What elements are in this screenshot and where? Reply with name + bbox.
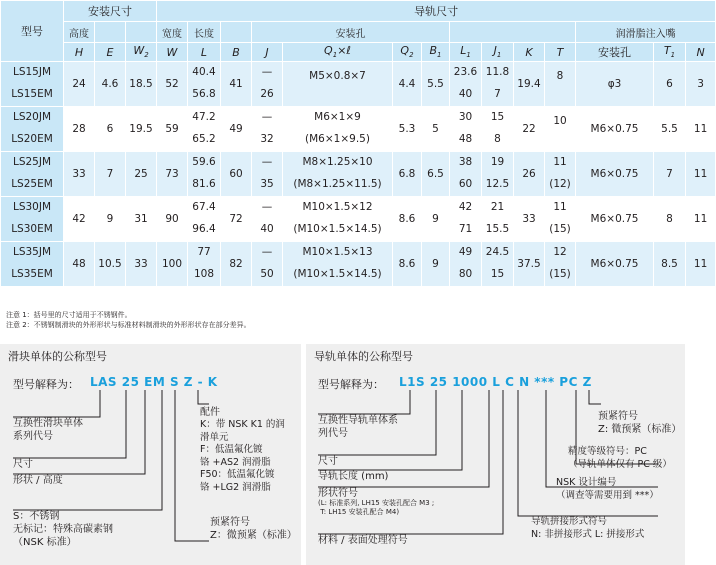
rail-length-label: 导轨长度 (mm): [318, 471, 389, 482]
cell-W2: 33: [126, 242, 157, 287]
cell-grease-hole: M6×0.75: [576, 107, 654, 152]
cell-B1: 6.5: [422, 152, 450, 197]
cell-N: 11: [686, 107, 716, 152]
cell-T1: 7: [654, 152, 686, 197]
cell-T1: 5.5: [654, 107, 686, 152]
cell-N: 11: [686, 152, 716, 197]
cell-Q1: [283, 197, 393, 242]
cell-B1: 5.5: [422, 62, 450, 107]
cell-B1: 9: [422, 242, 450, 287]
cell-J1: [482, 197, 514, 242]
cell-grease-hole: φ3: [576, 62, 654, 107]
cell-value: 10: [553, 114, 567, 127]
cell-value: LS35JM: [12, 246, 52, 259]
cell-value: LS15EM: [11, 88, 53, 101]
cell-value: 7: [494, 88, 501, 101]
cell-value: 50: [260, 268, 274, 281]
cell-Q2: 5.3: [393, 107, 422, 152]
cell-J: [252, 152, 283, 197]
header-install-size: 安装尺寸: [64, 1, 157, 22]
cell-H: 24: [64, 62, 95, 107]
sym-Q1: $Q_1\times\ell$: [283, 43, 393, 62]
cell-value: (12): [549, 178, 571, 191]
cell-value: 96.4: [192, 223, 216, 236]
header-width: 宽度: [157, 22, 188, 43]
cell-J: [252, 62, 283, 107]
cell-value: (M6×1×9.5): [305, 133, 370, 146]
cell-value: 8: [494, 133, 501, 146]
cell-value: 59.6: [192, 156, 216, 169]
header-height: 高度: [64, 22, 95, 43]
cell-Q1: [283, 107, 393, 152]
cell-J: [252, 242, 283, 287]
cell-value: 15: [490, 268, 505, 281]
cell-K: 33: [514, 197, 545, 242]
slider-series-label: 互换性滑块单体 系列代号: [13, 418, 83, 442]
cell-W2: 19.5: [126, 107, 157, 152]
cell-value: 80: [458, 268, 473, 281]
rail-panel-title: 导轨单体的公称型号: [314, 350, 413, 363]
cell-H: 28: [64, 107, 95, 152]
cell-value: 23.6: [453, 66, 478, 79]
cell-value: M6×1×9: [314, 111, 361, 124]
cell-E: 9: [95, 197, 126, 242]
cell-B1: 5: [422, 107, 450, 152]
sym-H: H: [64, 43, 95, 62]
cell-value: (15): [549, 268, 571, 281]
cell-value: 67.4: [192, 201, 216, 214]
table-row: [1, 197, 716, 242]
cell-value: —: [261, 246, 273, 259]
cell-T: [545, 107, 576, 152]
slider-accessory-options: K：带 NSK K1 的润 滑单元 F：低温氟化镀 铬 +AS2 润滑脂 F50：低温氟化镀 铬 +LG2 润滑脂: [200, 419, 285, 493]
cell-value: 48: [458, 133, 473, 146]
cell-N: 11: [686, 242, 716, 287]
cell-value: 15.5: [485, 223, 510, 236]
cell-value: —: [261, 201, 273, 214]
sym-J: J: [252, 43, 283, 62]
cell-L1: [450, 62, 482, 107]
cell-value: 12: [553, 246, 567, 259]
cell-value: 56.8: [192, 88, 216, 101]
sym-B1: $B_1$: [422, 43, 450, 62]
cell-value: LS15JM: [12, 66, 52, 79]
rail-preload-label: 预紧符号 Z: 微预紧（标准）: [598, 411, 682, 435]
cell-value: 32: [260, 133, 274, 146]
cell-L: [188, 197, 221, 242]
cell-Q2: 4.4: [393, 62, 422, 107]
cell-value: 108: [193, 268, 215, 281]
rail-decode-label: 型号解释为：: [318, 378, 384, 391]
slider-size-label: 尺寸: [13, 459, 33, 470]
cell-value: LS35EM: [11, 268, 53, 281]
notes: [6, 310, 251, 330]
cell-value: 21: [490, 201, 505, 214]
cell-N: 11: [686, 197, 716, 242]
cell-L1: [450, 242, 482, 287]
cell-Q2: 6.8: [393, 152, 422, 197]
cell-Q1: [283, 242, 393, 287]
rail-design-number-label: NSK 设计编号 （调查等需要用到 ***）: [556, 477, 659, 501]
header-grease-hole: 安装孔: [576, 43, 654, 62]
cell-J: [252, 107, 283, 152]
cell-value: 65.2: [192, 133, 216, 146]
cell-value: —: [261, 156, 273, 169]
cell-value: 24.5: [485, 246, 510, 259]
rail-material-label: 材料 / 表面处理符号: [318, 535, 408, 546]
model-cell: [1, 197, 64, 242]
cell-B: 72: [221, 197, 252, 242]
model-cell: [1, 152, 64, 197]
cell-value: M8×1.25×10: [302, 156, 373, 169]
cell-value: —: [261, 66, 273, 79]
table-row: [1, 62, 716, 107]
cell-value: (M10×1.5×14.5): [293, 268, 382, 281]
cell-J1: [482, 242, 514, 287]
sym-W: W: [157, 43, 188, 62]
cell-T: [545, 242, 576, 287]
header-model: 型号: [1, 1, 64, 62]
slider-designation-panel: [0, 344, 301, 565]
model-cell: [1, 242, 64, 287]
sym-W2: $W_2$: [126, 43, 157, 62]
cell-value: LS25EM: [11, 178, 53, 191]
cell-T: [545, 152, 576, 197]
cell-E: 4.6: [95, 62, 126, 107]
cell-value: 77: [197, 246, 211, 259]
cell-value: M5×0.8×7: [309, 69, 366, 82]
cell-value: 42: [458, 201, 473, 214]
cell-B: 60: [221, 152, 252, 197]
cell-L1: [450, 197, 482, 242]
cell-L: [188, 152, 221, 197]
rail-code: L1S 25 1000 L C N *** PC Z: [399, 375, 592, 389]
cell-value: 47.2: [192, 111, 216, 124]
sym-L1: $L_1$: [450, 43, 482, 62]
cell-W: 100: [157, 242, 188, 287]
cell-J1: [482, 107, 514, 152]
rail-shape-label: 形状符号: [318, 488, 358, 499]
cell-L1: [450, 152, 482, 197]
header-grease-nipple: 润滑脂注入嘴: [576, 22, 716, 43]
cell-Q2: 8.6: [393, 197, 422, 242]
cell-value: LS20EM: [11, 133, 53, 146]
cell-value: 15: [490, 111, 505, 124]
cell-W2: 31: [126, 197, 157, 242]
cell-Q1: [283, 62, 393, 107]
note-1: 注意 1：括号里的尺寸适用于不锈钢件。: [6, 311, 132, 319]
cell-K: 22: [514, 107, 545, 152]
sym-Q2: $Q_2$: [393, 43, 422, 62]
slider-preload-label: 预紧符号 Z：微预紧（标准）: [210, 517, 297, 541]
cell-J1: [482, 152, 514, 197]
slider-decode-label: 型号解释为：: [13, 378, 79, 391]
cell-value: M10×1.5×12: [302, 201, 373, 214]
cell-T1: 6: [654, 62, 686, 107]
cell-T: [545, 62, 576, 107]
cell-T: [545, 197, 576, 242]
cell-L: [188, 62, 221, 107]
slider-accessory-title: 配件: [200, 407, 220, 418]
cell-W2: 18.5: [126, 62, 157, 107]
slider-material-label: S：不锈钢 无标记：特殊高碳素钢 （NSK 标准）: [13, 511, 113, 548]
cell-K: 19.4: [514, 62, 545, 107]
sym-K: K: [514, 43, 545, 62]
cell-L1: [450, 107, 482, 152]
cell-value: 38: [458, 156, 473, 169]
rail-joint-label: 导轨拼接形式符号 N: 非拼接形式 L: 拼接形式: [531, 516, 645, 540]
cell-value: M10×1.5×13: [302, 246, 373, 259]
cell-value: 40: [458, 88, 473, 101]
cell-value: 60: [458, 178, 473, 191]
cell-Q1: [283, 152, 393, 197]
cell-T1: 8.5: [654, 242, 686, 287]
cell-B: 49: [221, 107, 252, 152]
cell-grease-hole: M6×0.75: [576, 242, 654, 287]
cell-value: 40.4: [192, 66, 216, 79]
cell-value: 40: [260, 223, 274, 236]
cell-grease-hole: M6×0.75: [576, 152, 654, 197]
sym-B: B: [221, 43, 252, 62]
cell-H: 33: [64, 152, 95, 197]
rail-series-label: 互换性导轨单体系 列代号: [318, 415, 398, 439]
cell-value: (15): [549, 223, 571, 236]
sym-T1: $T_1$: [654, 43, 686, 62]
cell-value: 11.8: [485, 66, 510, 79]
cell-value: (M10×1.5×14.5): [293, 223, 382, 236]
sym-N: N: [686, 43, 716, 62]
sym-L: L: [188, 43, 221, 62]
cell-W: 59: [157, 107, 188, 152]
cell-grease-hole: M6×0.75: [576, 197, 654, 242]
cell-E: 7: [95, 152, 126, 197]
cell-H: 48: [64, 242, 95, 287]
cell-W: 52: [157, 62, 188, 107]
cell-value: —: [261, 111, 273, 124]
header-rail-size: 导轨尺寸: [157, 1, 716, 22]
rail-designation-panel: [306, 344, 685, 565]
header-mount-hole: 安装孔: [252, 22, 450, 43]
cell-B1: 9: [422, 197, 450, 242]
cell-J: [252, 197, 283, 242]
cell-E: 10.5: [95, 242, 126, 287]
cell-value: LS30EM: [11, 223, 53, 236]
sym-E: E: [95, 43, 126, 62]
cell-value: 81.6: [192, 178, 216, 191]
cell-W: 90: [157, 197, 188, 242]
sym-J1: $J_1$: [482, 43, 514, 62]
cell-Q2: 8.6: [393, 242, 422, 287]
cell-value: (M8×1.25×11.5): [293, 178, 382, 191]
cell-value: LS30JM: [12, 201, 52, 214]
model-cell: [1, 107, 64, 152]
table-row: [1, 152, 716, 197]
slider-panel-title: 滑块单体的公称型号: [8, 350, 107, 363]
cell-K: 37.5: [514, 242, 545, 287]
rail-shape-note: (L: 标准系列, LH15 安装孔配合 M3 ; T: LH15 安装孔配合 M4): [318, 499, 435, 516]
cell-value: 12.5: [485, 178, 510, 191]
cell-L: [188, 242, 221, 287]
slider-shape-label: 形状 / 高度: [13, 475, 63, 486]
model-cell: [1, 62, 64, 107]
header-length: 长度: [188, 22, 221, 43]
cell-B: 41: [221, 62, 252, 107]
cell-value: 19: [490, 156, 505, 169]
rail-accuracy-label: 精度等级符号：PC （导轨单体仅有 PC 级）: [568, 446, 672, 470]
sym-T: T: [545, 43, 576, 62]
cell-J1: [482, 62, 514, 107]
cell-value: 11: [553, 156, 567, 169]
note-2: 注意 2：不锈钢制滑块的外形形状与标准材料制滑块的外形形状存在部分差异。: [6, 321, 251, 329]
table-row: [1, 107, 716, 152]
cell-H: 42: [64, 197, 95, 242]
slider-code: LAS 25 EM S Z - K: [90, 375, 218, 389]
table-row: [1, 242, 716, 287]
cell-value: LS25JM: [12, 156, 52, 169]
cell-K: 26: [514, 152, 545, 197]
cell-L: [188, 107, 221, 152]
cell-value: LS20JM: [12, 111, 52, 124]
cell-E: 6: [95, 107, 126, 152]
cell-value: 30: [458, 111, 473, 124]
cell-W: 73: [157, 152, 188, 197]
cell-value: 26: [260, 88, 274, 101]
cell-N: 3: [686, 62, 716, 107]
cell-B: 82: [221, 242, 252, 287]
cell-T1: 8: [654, 197, 686, 242]
cell-value: 71: [458, 223, 473, 236]
cell-W2: 25: [126, 152, 157, 197]
cell-value: 8: [556, 69, 564, 82]
cell-value: 49: [458, 246, 473, 259]
rail-size-label: 尺寸: [318, 456, 338, 467]
cell-value: 11: [553, 201, 567, 214]
cell-value: 35: [260, 178, 274, 191]
